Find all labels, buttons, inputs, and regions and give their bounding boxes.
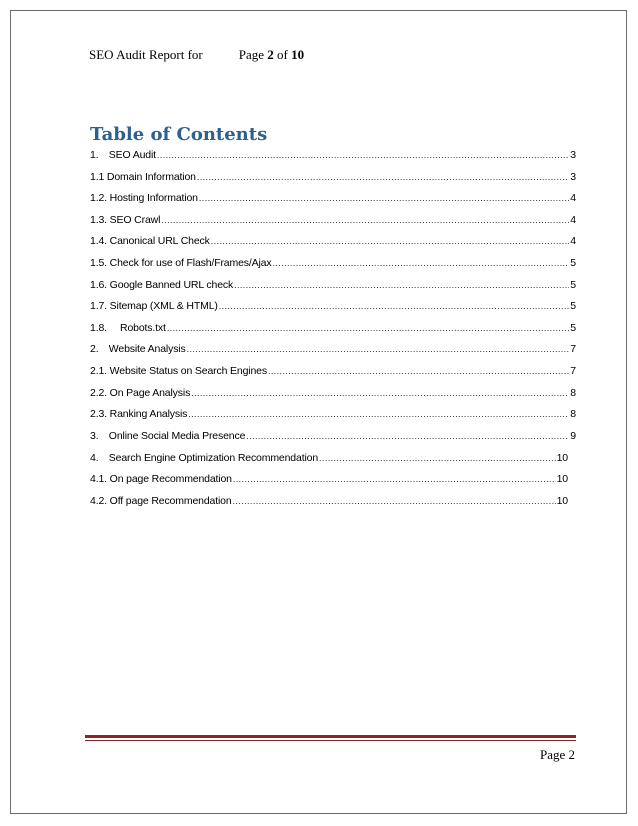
toc-entry-page: 9 [570, 429, 576, 442]
toc-entry-page: 7 [570, 343, 576, 356]
page-total: 10 [291, 47, 305, 62]
toc-entry[interactable] [90, 192, 576, 214]
toc-entry-page: 10 [556, 451, 568, 464]
toc-entry-label: 4. Search Engine Optimization Recommendation [90, 451, 319, 464]
toc-entry[interactable] [90, 322, 576, 344]
toc-entry[interactable] [90, 495, 568, 517]
toc-leader [246, 431, 569, 441]
toc-entry-page: 8 [570, 386, 576, 399]
toc-entry-label: 1.4. Canonical URL Check [90, 235, 210, 248]
toc-entry-label: 1.2. Hosting Information [90, 192, 198, 205]
toc-entry[interactable] [90, 343, 576, 365]
footer-rule-thick [85, 735, 576, 738]
toc-leader [199, 193, 569, 203]
toc-leader [268, 366, 569, 376]
toc-entry-label: 1. SEO Audit [90, 149, 156, 161]
toc-entry-page: 7 [570, 365, 576, 378]
toc-entry-label: 1.1 Domain Information [90, 170, 196, 183]
toc-entry[interactable] [90, 214, 576, 236]
toc-entry-label: 1.7. Sitemap (XML & HTML) [90, 300, 218, 313]
toc-entry-label: 2.1. Website Status on Search Engines [90, 365, 267, 378]
toc-entry[interactable] [90, 257, 576, 279]
toc-entry-label: 2.2. On Page Analysis [90, 386, 191, 399]
toc-leader [167, 323, 569, 333]
toc-entry-page: 5 [570, 300, 576, 313]
toc-entry-label: 4.1. On page Recommendation [90, 473, 232, 486]
toc-entry-page: 3 [570, 170, 576, 183]
document-page [10, 10, 627, 814]
toc-list [90, 149, 576, 516]
toc-entry-label: 1.6. Google Banned URL check [90, 278, 234, 291]
toc-leader [187, 344, 570, 354]
toc-entry-page: 5 [570, 257, 576, 270]
toc-entry[interactable] [90, 365, 576, 387]
toc-leader [197, 172, 569, 182]
toc-entry-label: 1.5. Check for use of Flash/Frames/Ajax [90, 257, 272, 270]
toc-entry[interactable] [90, 473, 568, 495]
toc-entry-page: 10 [556, 473, 568, 486]
toc-entry[interactable] [90, 452, 568, 474]
toc-entry-page: 4 [570, 213, 576, 226]
page-footer: Page 2 [540, 747, 576, 762]
toc-leader [188, 409, 569, 419]
toc-entry[interactable] [90, 430, 576, 452]
page-of: of [277, 47, 288, 62]
toc-entry[interactable] [90, 300, 576, 322]
toc-entry-page: 10 [556, 494, 568, 507]
footer-rule-thin [85, 740, 576, 741]
toc-leader [157, 150, 569, 160]
toc-entry-page: 8 [570, 408, 576, 421]
toc-entry[interactable] [90, 408, 576, 430]
toc-leader [191, 388, 569, 398]
toc-entry-page: 5 [570, 278, 576, 291]
toc-entry[interactable] [90, 279, 576, 301]
toc-entry-page: 4 [570, 235, 576, 248]
page-current: 2 [267, 47, 274, 62]
toc-entry-page: 5 [570, 321, 576, 334]
toc-leader [233, 496, 556, 506]
toc-entry[interactable] [90, 387, 576, 409]
toc-leader [161, 215, 569, 225]
toc-title: Table of Contents [90, 124, 268, 145]
toc-entry-label: 4.2. Off page Recommendation [90, 494, 232, 507]
toc-leader [219, 301, 570, 311]
page-header [89, 47, 304, 63]
toc-leader [233, 474, 556, 484]
toc-entry-label: 3. Online Social Media Presence [90, 429, 246, 442]
toc-leader [211, 236, 570, 246]
toc-leader [234, 280, 569, 290]
toc-entry-label: 1.8. Robots.txt [90, 321, 166, 334]
report-title: SEO Audit Report for [89, 47, 203, 62]
toc-leader [319, 453, 556, 463]
toc-entry-page: 4 [570, 192, 576, 205]
toc-leader [272, 258, 569, 268]
toc-entry-label: 2.3. Ranking Analysis [90, 408, 188, 421]
toc-entry[interactable] [90, 171, 576, 193]
toc-entry[interactable] [90, 235, 576, 257]
toc-entry-label: 1.3. SEO Crawl [90, 213, 161, 226]
page-prefix: Page [238, 47, 265, 62]
toc-entry-label: 2. Website Analysis [90, 343, 186, 356]
toc-entry-page: 3 [570, 149, 576, 161]
toc-entry[interactable] [90, 149, 576, 171]
